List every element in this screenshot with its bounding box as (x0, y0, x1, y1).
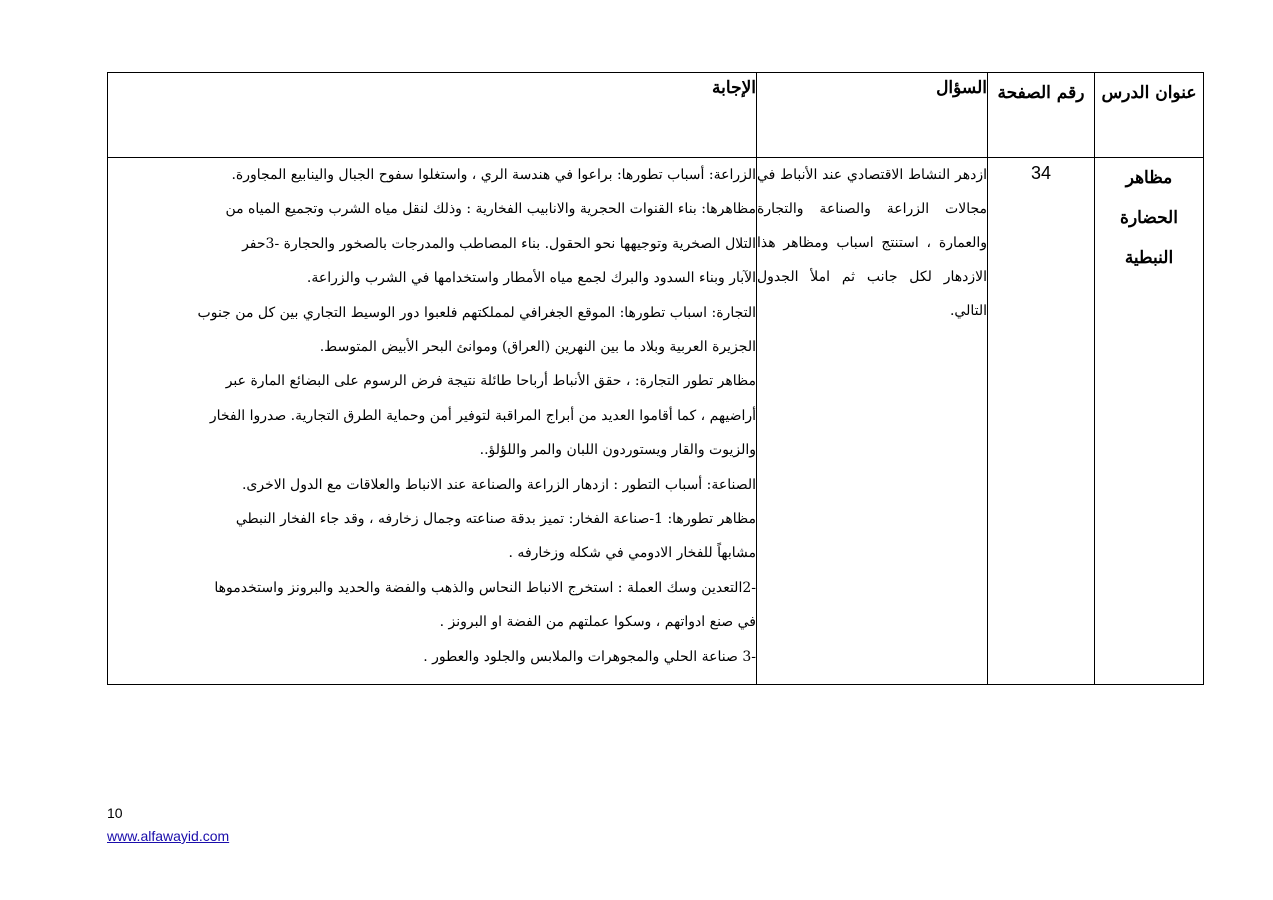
header-lesson-title: عنوان الدرس (1095, 73, 1204, 158)
answer-line: في صنع ادواتهم ، وسكوا عملتهم من الفضة او البرونز . (439, 614, 756, 631)
answer-line: مظاهر تطور التجارة: ، حقق الأنباط أرباحا طائلة نتيجة فرض الرسوم على البضائع المارة عبر (225, 373, 756, 390)
answer-line: مظاهر تطورها: 1-صناعة الفخار: تميز بدقة صناعته وجمال زخارفه ، وقد جاء الفخار النبطي (235, 511, 756, 528)
answer-line: الزراعة: أسباب تطورها: براعوا في هندسة الري ، واستغلوا سفوح الجبال والينابيع المجاورة. (231, 167, 756, 183)
answer-line: مظاهرها: بناء القنوات الحجرية والانابيب الفخارية : وذلك لنقل مياه الشرب وتجميع المياه من (225, 201, 756, 218)
answer-line: الجزيرة العربية وبلاد ما بين النهرين (العراق) وموانئ البحر الأبيض المتوسط. (319, 339, 756, 356)
table-header-row (108, 73, 1204, 158)
lesson-table (107, 72, 1204, 685)
answer-cell (108, 158, 757, 685)
answer-line: التلال الصخرية وتوجيهها نحو الحقول. بناء المصاطب والمدرجات بالصخور والحجارة -3حفر (242, 235, 756, 252)
table-row (108, 158, 1204, 685)
question-cell: ازدهر النشاط الاقتصادي عند الأنباط في مجالات الزراعة والصناعة والتجارة والعمارة ، استنتج اسباب ومظاهر هذا الازدهار لكل جانب ثم املأ الجدول التالي. (757, 158, 988, 685)
header-answer: الإجابة (108, 73, 757, 158)
answer-line: التجارة: اسباب تطورها: الموقع الجغرافي لمملكتهم فلعبوا دور الوسيط التجاري بين كل من جنوب (197, 304, 756, 321)
footer-website-link[interactable]: www.alfawayid.com (107, 828, 230, 844)
answer-line: الآبار وبناء السدود والبرك لجمع مياه الأمطار واستخدامها في الشرب والزراعة. (306, 270, 756, 287)
lesson-title-cell: مظاهر الحضارة النبطية (1095, 158, 1204, 685)
answer-line: -3 صناعة الحلي والمجوهرات والملابس والجلود والعطور . (423, 648, 756, 665)
answer-line: -2التعدين وسك العملة : استخرج الانباط النحاس والذهب والفضة والحديد والبرونز واستخدموها (214, 579, 756, 596)
answer-line: الصناعة: أسباب التطور : ازدهار الزراعة والصناعة عند الانباط والعلاقات مع الدول الاخرى. (241, 476, 756, 493)
footer-page-number: 10 (107, 805, 123, 821)
answer-line: أراضيهم ، كما أقاموا العديد من أبراج المراقبة لتوفير أمن وحماية الطرق التجارية. صدروا الفخار (209, 407, 756, 424)
answer-line: والزيوت والقار ويستوردون اللبان والمر واللؤلؤ.. (479, 442, 756, 459)
header-question: السؤال (757, 73, 988, 158)
page-number-cell: 34 (988, 158, 1095, 685)
answer-line: مشابهاً للفخار الادومي في شكله وزخارفه . (508, 545, 756, 562)
header-page-number: رقم الصفحة (988, 73, 1095, 158)
